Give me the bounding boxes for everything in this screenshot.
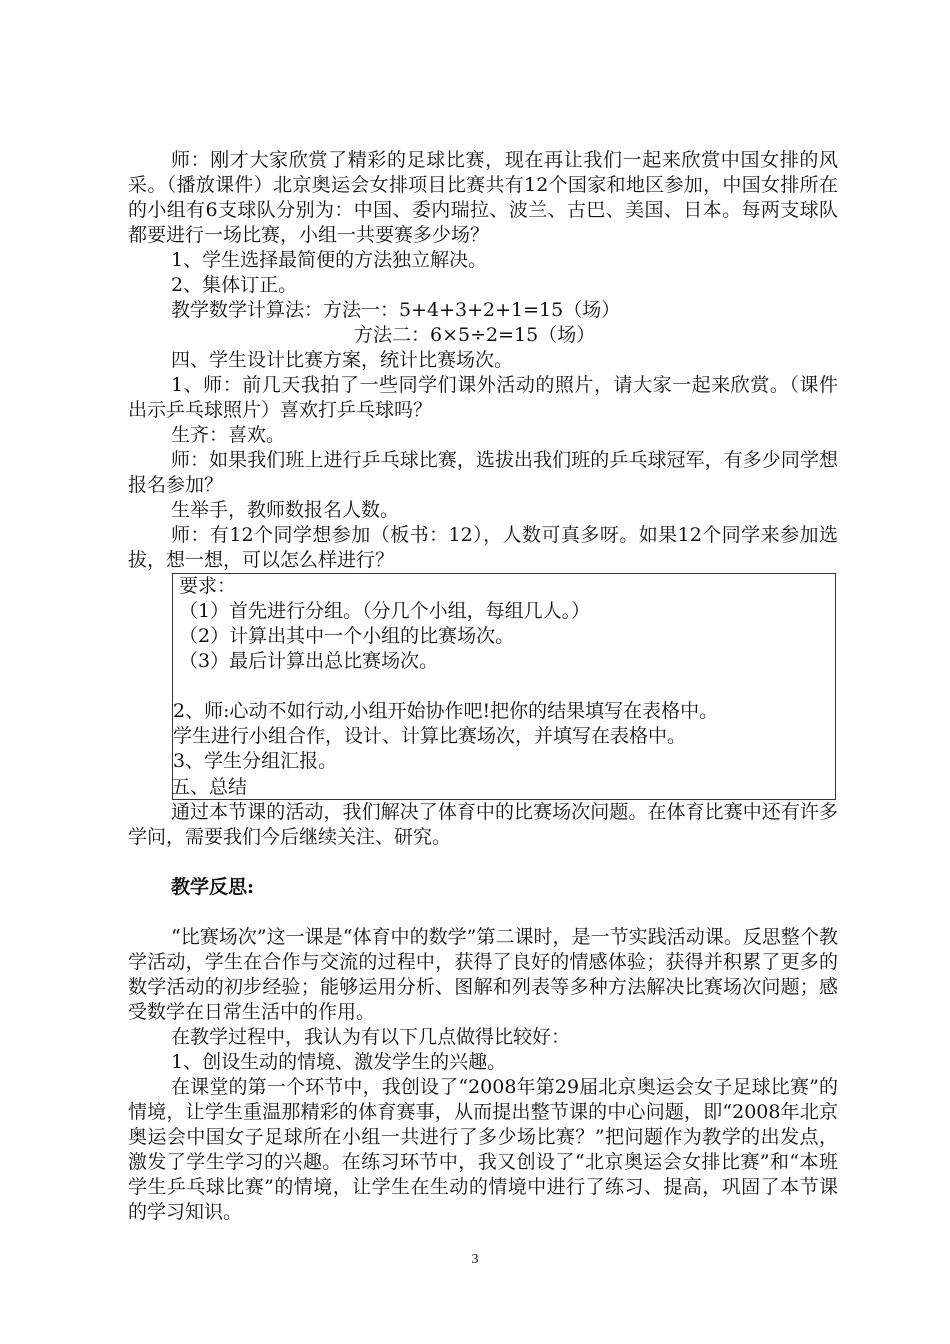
requirement-item: （2）计算出其中一个小组的比赛场次。 (179, 625, 515, 647)
page-number: 3 (471, 1252, 479, 1267)
box-line-group-work: 学生进行小组合作，设计、计算比赛场次，并填写在表格中。 (173, 725, 687, 747)
method-one-line: 教学数学计算法：方法一：5+4+3+2+1=15（场） (171, 299, 621, 321)
paragraph-teacher-photos: 1、师：前几天我拍了一些同学们课外活动的照片，请大家一起来欣赏。（课件出示乒乓球照片）喜欢打乒乓球吗？ (128, 374, 838, 421)
summary-text: 通过本节课的活动，我们解决了体育中的比赛场次问题。在体育比赛中还有许多学问，需要我们今后继续关注、研究。 (128, 801, 838, 848)
requirements-box (172, 573, 836, 800)
summary-heading: 五、总结 (171, 776, 248, 798)
reflection-paragraph: “比赛场次”这一课是“体育中的数学”第二课时，是一节实践活动课。反思整个教学活动，学生在合作与交流的过程中，获得了良好的情感体验；获得并积累了更多的数学活动的初步经验；能够运用分析、图解和列表等多种方法解决比赛场次问题；感受数学在日常生活中的作用。 (128, 926, 838, 1023)
paragraph-students-reply: 生齐：喜欢。 (171, 424, 286, 446)
blank-line (173, 674, 827, 699)
reflection-paragraph: 在课堂的第一个环节中，我创设了“2008年第29届北京奥运会女子足球比赛”的情境，让学生重温那精彩的体育赛事，从而提出整节课的中心问题，即“2008年北京奥运会中国女子足球所在小组一共进行了多少场比赛？”把问题作为教学的出发点，激发了学生学习的兴趣。在练习环节中，我又创设了“北京奥运会女排比赛”和“本班学生乒乓球比赛”的情境，让学生在生动的情境中进行了练习、提高，巩固了本节课的学习知识。 (128, 1076, 838, 1223)
paragraph-volleyball-question: 师：刚才大家欣赏了精彩的足球比赛，现在再让我们一起来欣赏中国女排的风采。（播放课件）北京奥运会女排项目比赛共有12个国家和地区参加，中国女排所在的小组有6支球队分别为：中国、委内瑞拉、波兰、古巴、美国、日本。每两支球队都要进行一场比赛，小组一共要赛多少场？ (128, 149, 838, 246)
box-line-teacher-action: 2、师:心动不如行动,小组开始协作吧!把你的结果填写在表格中。 (173, 700, 719, 722)
paragraph-twelve-students: 师：有12个同学想参加（板书：12），人数可真多呀。如果12个同学来参加选拔，想一想，可以怎么样进行？ (128, 524, 838, 571)
page-body (128, 148, 838, 1225)
paragraph-pingpong-question: 师：如果我们班上进行乒乓球比赛，选拔出我们班的乒乓球冠军，有多少同学想报名参加？ (128, 449, 838, 496)
step-independent-solve: 1、学生选择最简便的方法独立解决。 (171, 249, 488, 271)
reflection-heading: 教学反思: (171, 876, 255, 898)
requirement-item: （1）首先进行分组。（分几个小组，每组几人。） (179, 600, 591, 622)
requirement-item: （3）最后计算出总比赛场次。 (179, 650, 439, 672)
box-line-group-report: 3、学生分组汇报。 (173, 750, 338, 772)
blank-line (128, 850, 838, 875)
paragraph-raise-hands: 生举手，教师数报名人数。 (171, 499, 400, 521)
reflection-paragraph: 在教学过程中，我认为有以下几点做得比较好： (171, 1026, 571, 1048)
step-collective-correction: 2、集体订正。 (171, 274, 298, 296)
section-four-heading: 四、学生设计比赛方案，统计比赛场次。 (171, 349, 514, 371)
method-two-line: 方法二：6×5÷2=15（场） (354, 324, 596, 346)
reflection-point-heading: 1、创设生动的情境、激发学生的兴趣。 (171, 1051, 507, 1073)
requirements-title: 要求： (179, 575, 237, 597)
blank-line (128, 900, 838, 925)
